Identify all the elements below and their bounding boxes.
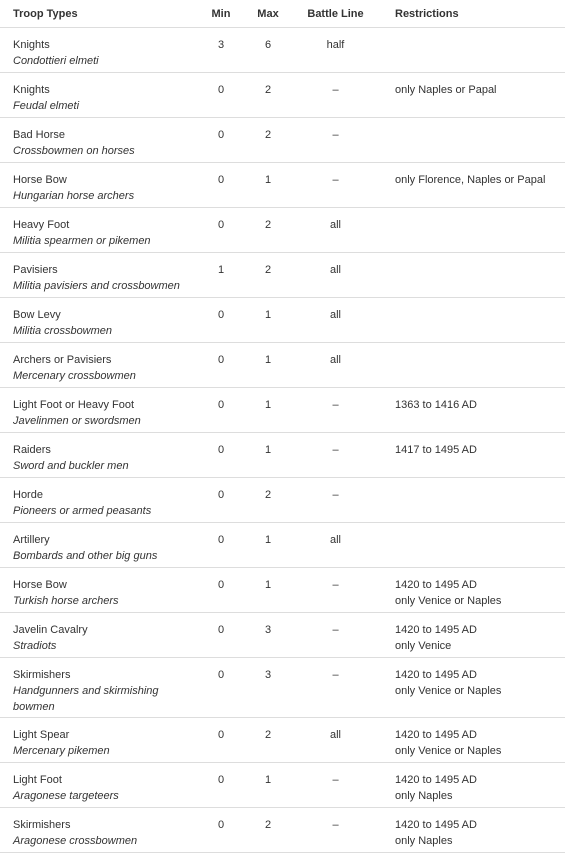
- restrictions-cell: [387, 253, 565, 298]
- troop-cell: [0, 478, 190, 523]
- max-cell: 1: [252, 763, 284, 808]
- min-cell: 0: [190, 613, 252, 658]
- restrictions-cell: [387, 718, 565, 763]
- battle-line-cell: half: [284, 28, 387, 73]
- min-cell: 0: [190, 388, 252, 433]
- restriction-line: 1363 to 1416 AD: [395, 399, 477, 411]
- restrictions-cell: [387, 613, 565, 658]
- troop-name: Bow Levy: [13, 309, 61, 321]
- min-cell: 0: [190, 718, 252, 763]
- restrictions-cell: [387, 433, 565, 478]
- table-row: [0, 253, 565, 298]
- restriction-line: 1420 to 1495 AD: [395, 774, 477, 786]
- troop-description: Militia spearmen or pikemen: [13, 235, 151, 247]
- troop-name: Artillery: [13, 534, 50, 546]
- max-cell: 2: [252, 73, 284, 118]
- troop-description: Handgunners and skirmishing bowmen: [13, 685, 159, 713]
- troop-description: Militia pavisiers and crossbowmen: [13, 280, 180, 292]
- troop-cell: [0, 163, 190, 208]
- max-cell: 6: [252, 28, 284, 73]
- troop-name: Skirmishers: [13, 669, 71, 681]
- header-battle-line: Battle Line: [284, 0, 387, 28]
- table-row: [0, 568, 565, 613]
- restriction-line: 1420 to 1495 AD: [395, 729, 477, 741]
- max-cell: 2: [252, 718, 284, 763]
- min-cell: 0: [190, 343, 252, 388]
- max-cell: 1: [252, 568, 284, 613]
- max-cell: 2: [252, 808, 284, 853]
- header-restrictions: Restrictions: [387, 0, 565, 28]
- troop-name: Light Foot: [13, 774, 62, 786]
- min-cell: 1: [190, 253, 252, 298]
- battle-line-cell: all: [284, 718, 387, 763]
- battle-line-cell: –: [284, 613, 387, 658]
- restrictions-cell: [387, 388, 565, 433]
- troop-cell: [0, 343, 190, 388]
- min-cell: 0: [190, 808, 252, 853]
- max-cell: 3: [252, 613, 284, 658]
- table-row: [0, 478, 565, 523]
- troop-name: Knights: [13, 84, 50, 96]
- troop-name: Knights: [13, 39, 50, 51]
- min-cell: 0: [190, 658, 252, 718]
- battle-line-cell: –: [284, 433, 387, 478]
- restriction-line: only Venice or Naples: [395, 745, 502, 757]
- troop-description: Turkish horse archers: [13, 595, 119, 607]
- troop-cell: [0, 658, 190, 718]
- battle-line-cell: –: [284, 763, 387, 808]
- troop-cell: [0, 433, 190, 478]
- max-cell: 1: [252, 163, 284, 208]
- battle-line-cell: –: [284, 808, 387, 853]
- troop-cell: [0, 763, 190, 808]
- restrictions-cell: [387, 658, 565, 718]
- troop-description: Militia crossbowmen: [13, 325, 113, 337]
- restriction-line: only Venice or Naples: [395, 685, 502, 697]
- troop-name: Skirmishers: [13, 819, 71, 831]
- troop-name: Horse Bow: [13, 579, 67, 591]
- troop-cell: [0, 568, 190, 613]
- table-row: [0, 763, 565, 808]
- troop-description: Mercenary pikemen: [13, 745, 110, 757]
- restrictions-cell: [387, 568, 565, 613]
- troop-cell: [0, 253, 190, 298]
- troop-cell: [0, 613, 190, 658]
- troop-description: Sword and buckler men: [13, 460, 129, 472]
- restrictions-cell: [387, 523, 565, 568]
- troop-name: Raiders: [13, 444, 51, 456]
- troop-cell: [0, 298, 190, 343]
- troop-description: Pioneers or armed peasants: [13, 505, 152, 517]
- max-cell: 2: [252, 118, 284, 163]
- troop-cell: [0, 718, 190, 763]
- troop-name: Bad Horse: [13, 129, 65, 141]
- troop-name: Horse Bow: [13, 174, 67, 186]
- table-row: [0, 388, 565, 433]
- min-cell: 0: [190, 523, 252, 568]
- table-row: [0, 808, 565, 853]
- table-row: [0, 523, 565, 568]
- troop-name: Pavisiers: [13, 264, 58, 276]
- troop-description: Condottieri elmeti: [13, 55, 99, 67]
- troop-description: Bombards and other big guns: [13, 550, 158, 562]
- restrictions-cell: [387, 73, 565, 118]
- table-row: [0, 613, 565, 658]
- max-cell: 1: [252, 388, 284, 433]
- header-max: Max: [252, 0, 284, 28]
- battle-line-cell: all: [284, 208, 387, 253]
- troop-name: Javelin Cavalry: [13, 624, 88, 636]
- table-row: [0, 28, 565, 73]
- troop-cell: [0, 808, 190, 853]
- min-cell: 3: [190, 28, 252, 73]
- table-header-row: [0, 0, 565, 28]
- restrictions-cell: [387, 208, 565, 253]
- table-row: [0, 718, 565, 763]
- restriction-line: 1420 to 1495 AD: [395, 579, 477, 591]
- troop-cell: [0, 388, 190, 433]
- troop-description: Aragonese crossbowmen: [13, 835, 138, 847]
- max-cell: 1: [252, 433, 284, 478]
- table-row: [0, 298, 565, 343]
- battle-line-cell: –: [284, 163, 387, 208]
- min-cell: 0: [190, 298, 252, 343]
- max-cell: 3: [252, 658, 284, 718]
- table-row: [0, 73, 565, 118]
- troop-description: Hungarian horse archers: [13, 190, 135, 202]
- table-row: [0, 433, 565, 478]
- troop-cell: [0, 73, 190, 118]
- battle-line-cell: all: [284, 343, 387, 388]
- battle-line-cell: all: [284, 298, 387, 343]
- troop-description: Feudal elmeti: [13, 100, 80, 112]
- restriction-line: only Naples: [395, 835, 453, 847]
- battle-line-cell: –: [284, 568, 387, 613]
- header-troop-types: Troop Types: [0, 0, 190, 28]
- min-cell: 0: [190, 163, 252, 208]
- restriction-line: 1420 to 1495 AD: [395, 819, 477, 831]
- troop-cell: [0, 28, 190, 73]
- table-row: [0, 658, 565, 718]
- troop-description: Crossbowmen on horses: [13, 145, 135, 157]
- battle-line-cell: all: [284, 253, 387, 298]
- battle-line-cell: all: [284, 523, 387, 568]
- restrictions-cell: [387, 298, 565, 343]
- restriction-line: only Naples: [395, 790, 453, 802]
- restriction-line: only Naples or Papal: [395, 84, 497, 96]
- restrictions-cell: [387, 343, 565, 388]
- battle-line-cell: –: [284, 658, 387, 718]
- restriction-line: 1420 to 1495 AD: [395, 624, 477, 636]
- troop-description: Stradiots: [13, 640, 57, 652]
- min-cell: 0: [190, 763, 252, 808]
- battle-line-cell: –: [284, 73, 387, 118]
- max-cell: 2: [252, 253, 284, 298]
- max-cell: 1: [252, 523, 284, 568]
- min-cell: 0: [190, 568, 252, 613]
- troop-name: Archers or Pavisiers: [13, 354, 112, 366]
- troop-name: Light Foot or Heavy Foot: [13, 399, 135, 411]
- battle-line-cell: –: [284, 478, 387, 523]
- troop-name: Light Spear: [13, 729, 70, 741]
- troop-cell: [0, 118, 190, 163]
- min-cell: 0: [190, 73, 252, 118]
- troop-cell: [0, 523, 190, 568]
- troop-name: Heavy Foot: [13, 219, 70, 231]
- troop-description: Javelinmen or swordsmen: [13, 415, 141, 427]
- restrictions-cell: [387, 478, 565, 523]
- min-cell: 0: [190, 208, 252, 253]
- restriction-line: only Venice: [395, 640, 452, 652]
- restriction-line: 1417 to 1495 AD: [395, 444, 477, 456]
- max-cell: 2: [252, 208, 284, 253]
- restrictions-cell: [387, 28, 565, 73]
- battle-line-cell: –: [284, 388, 387, 433]
- min-cell: 0: [190, 118, 252, 163]
- troop-description: Mercenary crossbowmen: [13, 370, 136, 382]
- troop-name: Horde: [13, 489, 43, 501]
- max-cell: 1: [252, 343, 284, 388]
- restriction-line: only Florence, Naples or Papal: [395, 174, 546, 186]
- restrictions-cell: [387, 763, 565, 808]
- troop-cell: [0, 208, 190, 253]
- table-row: [0, 343, 565, 388]
- table-row: [0, 118, 565, 163]
- header-min: Min: [190, 0, 252, 28]
- battle-line-cell: –: [284, 118, 387, 163]
- restrictions-cell: [387, 808, 565, 853]
- table-row: [0, 163, 565, 208]
- restrictions-cell: [387, 163, 565, 208]
- restrictions-cell: [387, 118, 565, 163]
- troop-description: Aragonese targeteers: [13, 790, 119, 802]
- min-cell: 0: [190, 478, 252, 523]
- restriction-line: 1420 to 1495 AD: [395, 669, 477, 681]
- max-cell: 2: [252, 478, 284, 523]
- min-cell: 0: [190, 433, 252, 478]
- max-cell: 1: [252, 298, 284, 343]
- restriction-line: only Venice or Naples: [395, 595, 502, 607]
- table-row: [0, 208, 565, 253]
